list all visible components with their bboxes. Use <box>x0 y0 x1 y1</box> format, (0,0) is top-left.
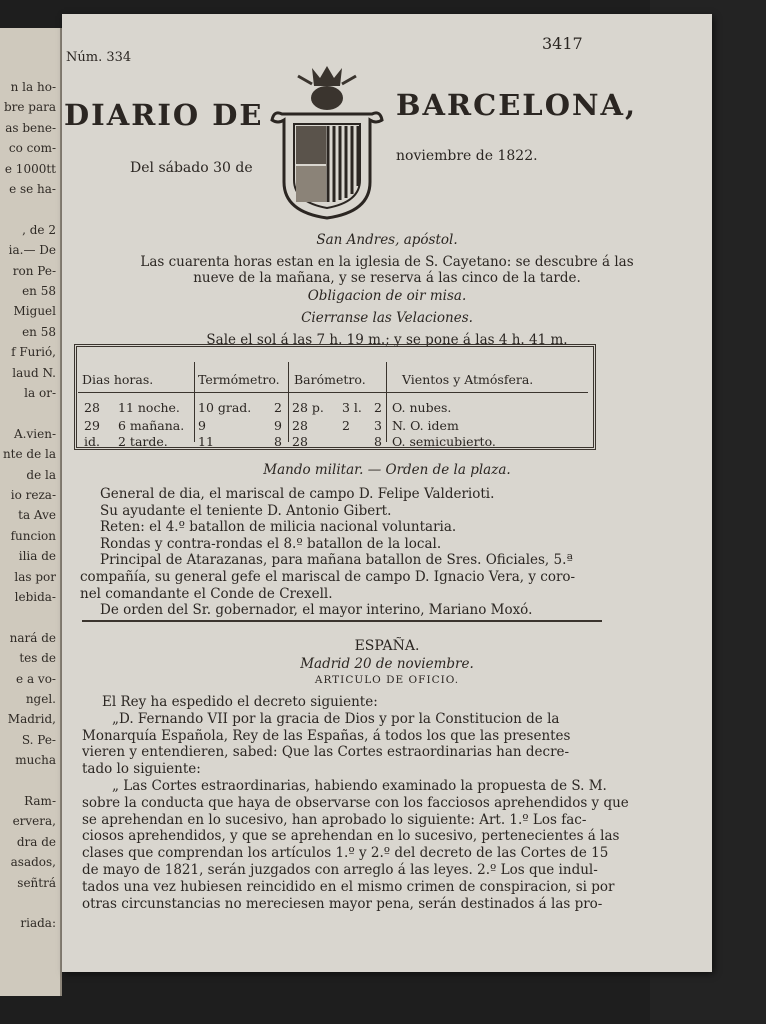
page-number: 3417 <box>542 34 583 53</box>
table-header-rule <box>78 392 588 393</box>
article-line: Monarquía Española, Rey de las Españas, á todos los que las presentes <box>82 727 571 744</box>
article-line: El Rey ha espedido el decreto siguiente: <box>102 694 378 710</box>
left-page-line: Ram- <box>24 794 56 808</box>
military-line: Su ayudante el teniente D. Antonio Gibert. <box>100 502 392 519</box>
left-page-line: tes de <box>19 651 56 666</box>
left-page-line: riada: <box>20 916 56 931</box>
obligation-note: Obligacion de oir misa. <box>307 288 467 304</box>
left-page-line: e se ha- <box>9 182 56 196</box>
military-heading: Mando militar. — Orden de la plaza. <box>263 462 511 478</box>
cell-baro: 28 <box>292 418 308 433</box>
article-line: „ Las Cortes estraordinarias, habiendo examinado la propuesta de S. M. <box>112 778 607 794</box>
date-right: noviembre de 1822. <box>396 148 538 164</box>
military-line: nel comandante el Conde de Crexell. <box>80 585 333 602</box>
left-page-line: funcion <box>10 528 56 543</box>
article-line: se aprehendan en lo sucesivo, han aprobado lo siguiente: Art. 1.º Los fac- <box>82 811 587 828</box>
table-header-day: Dias horas. <box>82 372 154 387</box>
left-page-line: as bene- <box>5 120 56 135</box>
table-header-wind: Vientos y Atmósfera. <box>402 372 534 387</box>
left-page-line: de la <box>26 467 56 482</box>
left-page-line: f Furió, <box>11 345 56 360</box>
section-divider <box>82 620 602 622</box>
article-line: de mayo de 1821, serán juzgados con arreglo á las leyes. 2.º Los que indul- <box>82 862 598 878</box>
cell-wind: O. nubes. <box>392 400 452 415</box>
left-page-line: lebida- <box>14 590 56 604</box>
issue-number: Núm. 334 <box>66 50 132 65</box>
cell-temp-2: 2 <box>274 400 282 415</box>
article-line: clases que comprendan los artículos 1.º y 2.º del decreto de las Cortes de 15 <box>82 845 609 862</box>
table-divider <box>386 362 387 442</box>
military-line: Rondas y contra-rondas el 8.º batallon de la local. <box>100 535 442 552</box>
left-page-line: señtrá <box>17 875 56 890</box>
cell-wind: O. semicubierto. <box>392 434 496 449</box>
article-line: tado lo siguiente: <box>82 761 201 778</box>
left-page-line: e 1000tt <box>4 161 56 176</box>
left-page-line: ngel. <box>25 692 56 706</box>
cell-baro-3: 8 <box>374 434 382 449</box>
date-left: Del sábado 30 de <box>130 160 253 176</box>
left-page-line: nará de <box>9 630 56 645</box>
cell-temp-2: 9 <box>274 418 282 433</box>
masthead-title-right: BARCELONA, <box>396 88 638 122</box>
cell-hour: 11 noche. <box>118 400 180 415</box>
article-line: sobre la conducta que haya de observarse con los facciosos aprehendidos y que <box>82 794 629 811</box>
coat-of-arms-icon <box>268 62 386 222</box>
military-line: De orden del Sr. gobernador, el mayor interino, Mariano Moxó. <box>100 602 533 619</box>
article-line: otras circunstancias no mereciesen mayor pena, serán destinados á las pro- <box>82 895 603 912</box>
cell-day: 29 <box>84 418 100 433</box>
left-page-line: dra de <box>16 834 56 849</box>
table-header-barometer: Barómetro. <box>294 372 366 387</box>
left-page-line: e a vo- <box>16 671 56 686</box>
dateline: Madrid 20 de noviembre. <box>300 656 474 672</box>
cell-baro: 28 p. <box>292 400 324 415</box>
left-page-line: , de 2 <box>22 222 56 237</box>
left-page-line: co com- <box>8 141 56 156</box>
left-page-line: asados, <box>10 855 56 870</box>
cell-hour: 2 tarde. <box>118 434 168 449</box>
left-page-fragment <box>0 28 62 996</box>
left-page-line: n la ho- <box>10 80 56 94</box>
cell-temp: 11 <box>198 434 214 449</box>
masthead-title-left: DIARIO DE <box>64 98 264 132</box>
left-page-line: en 58 <box>22 324 56 339</box>
left-page-line: en 58 <box>22 284 56 298</box>
article-line: ciosos aprehendidos, y que se aprehendan en lo sucesivo, pertenecientes á las <box>82 828 620 845</box>
military-line: General de dia, el mariscal de campo D. Felipe Valderioti. <box>100 486 495 502</box>
left-page-line: Madrid, <box>7 712 56 727</box>
cell-baro-2: 3 l. <box>342 400 362 415</box>
military-line: compañía, su general gefe el mariscal de campo D. Ignacio Vera, y coro- <box>80 569 576 585</box>
intro-line-2: nueve de la mañana, y se reserva á las cinco de la tarde. <box>193 270 581 286</box>
cell-day: 28 <box>84 400 100 415</box>
section-heading-spain: ESPAÑA. <box>354 638 420 654</box>
cell-baro-3: 3 <box>374 418 382 433</box>
left-page-line: A.vien- <box>14 426 56 441</box>
left-page-line: ervera, <box>12 814 56 829</box>
left-page-line: ilia de <box>18 549 56 564</box>
military-line: Principal de Atarazanas, para mañana batallon de Sres. Oficiales, 5.ª <box>100 552 573 569</box>
left-page-line: ia.— De <box>8 243 56 258</box>
left-page-line: la or- <box>24 386 56 400</box>
cell-baro: 28 <box>292 434 308 449</box>
cell-temp: 10 grad. <box>198 400 252 415</box>
newspaper-page <box>62 14 712 972</box>
sunrise-sunset: Sale el sol á las 7 h. 19 m.; y se pone á las 4 h. 41 m. <box>206 332 568 348</box>
cell-temp-2: 8 <box>274 434 282 449</box>
left-page-line: laud N. <box>12 365 56 380</box>
cell-baro-2: 2 <box>342 418 350 433</box>
velaciones-note: Cierranse las Velaciones. <box>301 310 473 326</box>
cell-baro-3: 2 <box>374 400 382 415</box>
article-label: ARTICULO DE OFICIO. <box>314 674 460 686</box>
table-divider <box>194 362 195 442</box>
left-page-line: io reza- <box>10 488 56 502</box>
left-page-line: ta Ave <box>18 508 56 523</box>
table-header-thermometer: Termómetro. <box>198 372 280 387</box>
left-page-line: mucha <box>15 753 56 768</box>
left-page-line: nte de la <box>2 447 56 462</box>
left-page-line: bre para <box>3 100 56 115</box>
left-page-line: Miguel <box>13 304 56 319</box>
left-page-line: S. Pe- <box>21 732 56 747</box>
article-line: vieren y entendieren, sabed: Que las Cortes estraordinarias han decre- <box>82 744 570 761</box>
saint-of-day: San Andres, apóstol. <box>316 232 458 248</box>
article-line: „D. Fernando VII por la gracia de Dios y por la Constitucion de la <box>112 710 560 727</box>
military-line: Reten: el 4.º batallon de milicia nacional voluntaria. <box>100 519 457 536</box>
cell-day: id. <box>84 434 100 449</box>
table-divider <box>288 362 289 442</box>
left-page-line: ron Pe- <box>12 263 56 278</box>
cell-wind: N. O. idem <box>392 418 459 433</box>
cell-hour: 6 mañana. <box>118 418 185 433</box>
left-page-line: las por <box>14 569 56 584</box>
intro-line-1: Las cuarenta horas estan en la iglesia de S. Cayetano: se descubre á las <box>140 254 634 270</box>
article-line: tados una vez hubiesen reincidido en el mismo crimen de conspiracion, si por <box>82 878 615 895</box>
cell-temp: 9 <box>198 418 206 433</box>
